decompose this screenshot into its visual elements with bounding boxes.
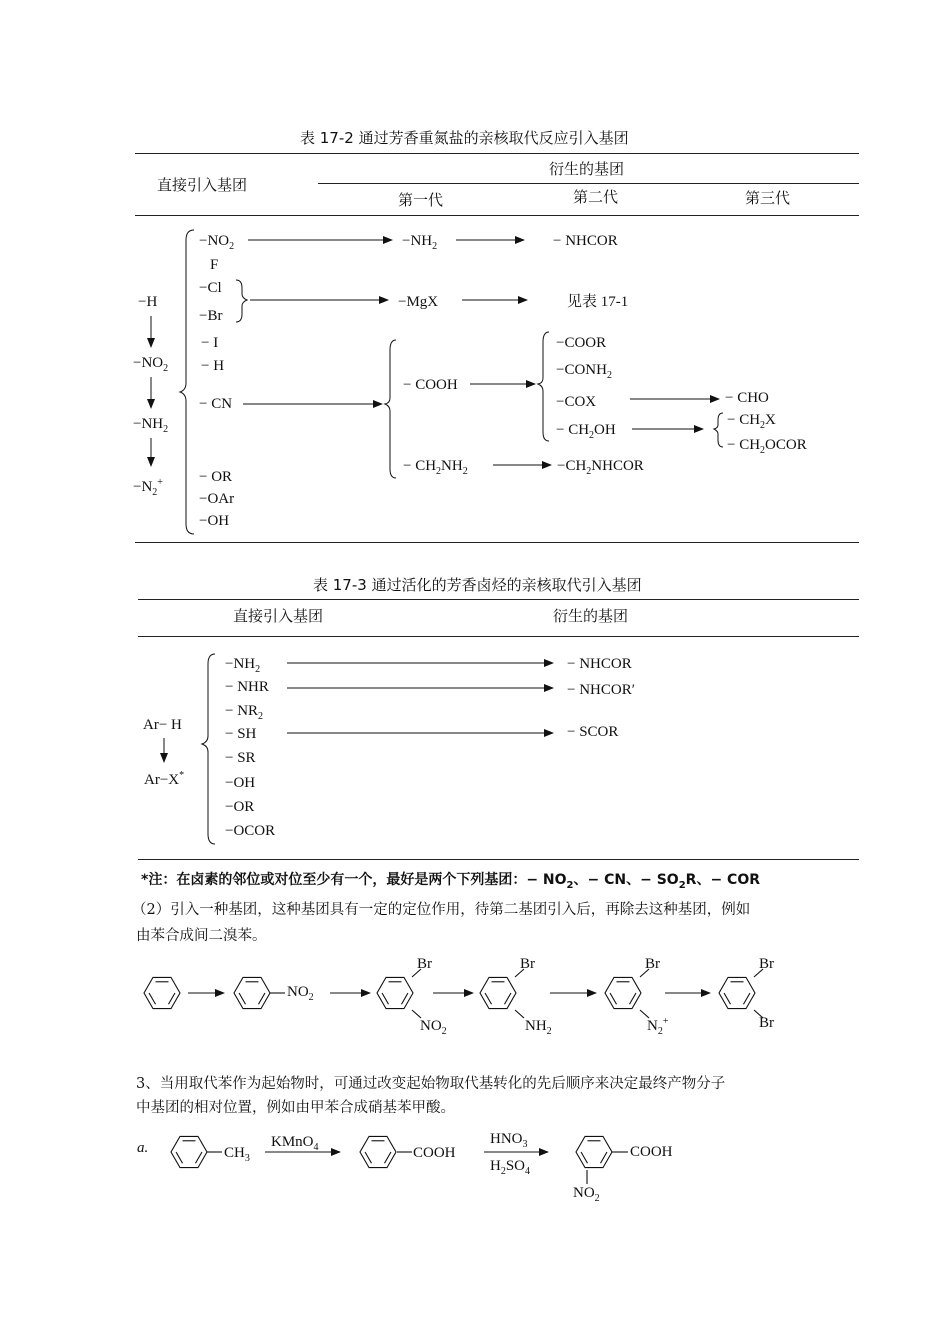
bond-br-3	[640, 969, 649, 977]
scheme1-br-4: Br	[759, 956, 774, 972]
bond-n2	[640, 1010, 649, 1018]
t3-direct-oh: −OH	[225, 775, 256, 791]
bond-br-2	[515, 969, 524, 977]
t2-brace-cooh	[538, 332, 549, 441]
t3-direct-ocor: −OCOR	[225, 823, 276, 839]
scheme2-h2so4: $H_2SO_4$	[490, 1158, 531, 1177]
t2-gen2-nhcor: − NHCOR	[553, 233, 618, 249]
t2-gen1-mgx: −MgX	[398, 294, 439, 310]
t2-left-no2: $-NO_2$	[133, 355, 169, 374]
bond-br-4	[754, 969, 763, 977]
para2-line1: （2）引入一种基团，这种基团具有一定的定位作用，待第二基团引入后，再除去这种基团，例如	[132, 902, 751, 918]
t3-direct-nr2: − $NR_2$	[225, 703, 264, 722]
para3-line1: 3、当用取代苯作为起始物时，可通过改变起始物取代基转化的先后顺序来决定最终产物分子	[136, 1076, 726, 1092]
t2-direct-i: − I	[201, 335, 219, 351]
t2-direct-h: − H	[201, 358, 225, 374]
t2-gen1-nh2: $-NH_2$	[402, 233, 438, 252]
t2-gen2-coor: −COOR	[556, 335, 607, 351]
bond-no2-1	[412, 1010, 421, 1018]
t2-brace-ch2oh	[714, 413, 723, 447]
t3-derived-nhcor2: − NHCOR′	[567, 682, 635, 698]
bond-br-5	[754, 1010, 763, 1018]
t3-left-arh: Ar− H	[143, 717, 182, 733]
scheme1-br-1: Br	[417, 956, 432, 972]
table2-header-gen3: 第三代	[745, 189, 791, 207]
t3-derived-nhcor: − NHCOR	[567, 656, 632, 672]
t2-direct-or: − OR	[199, 469, 233, 485]
table3-header-direct: 直接引入基团	[233, 607, 324, 625]
t2-direct-f: F	[210, 257, 219, 273]
t2-direct-oar: −OAr	[199, 491, 235, 507]
t2-gen1-ch2nh2: − $CH_2NH_2$	[403, 458, 468, 477]
table2-caption: 表 17-2 通过芳香重氮盐的亲核取代反应引入基团	[300, 129, 629, 147]
scheme2-hno3: $HNO_3$	[490, 1131, 528, 1150]
table2-header-gen2: 第二代	[573, 188, 619, 206]
scheme2-label: a.	[137, 1140, 149, 1156]
scheme1-n2: $N_2^+$	[647, 1016, 669, 1037]
t2-gen3-cho: − CHO	[725, 390, 769, 406]
para3-line2: 中基团的相对位置，例如由甲苯合成硝基苯甲酸。	[136, 1100, 455, 1116]
t2-left-n2: $-N_2^+$	[133, 477, 163, 498]
t2-gen3-ch2ocor: − $CH_2OCOR$	[727, 437, 807, 456]
scheme1-no2-a: $NO_2$	[287, 984, 314, 1003]
scheme1-br-3: Br	[645, 956, 660, 972]
t3-direct-sr: − SR	[225, 750, 256, 766]
scheme2-cooh-1: COOH	[413, 1145, 456, 1161]
t2-direct-cl: −Cl	[199, 280, 222, 296]
t2-brace-cn	[385, 340, 396, 478]
scheme2-cooh-2: COOH	[630, 1144, 673, 1160]
t2-direct-br: −Br	[199, 308, 223, 324]
t2-gen3-ch2x: − $CH_2X$	[727, 412, 776, 431]
table2-header-derived: 衍生的基团	[549, 160, 625, 178]
scheme1-br-2: Br	[520, 956, 535, 972]
scheme1-nh2: $NH_2$	[525, 1018, 552, 1037]
t2-gen2-see: 见表 17-1	[567, 294, 629, 310]
scheme2-kmno4: KMnO$_4$	[271, 1134, 319, 1153]
t2-gen2-ch2oh: − $CH_2OH$	[556, 422, 616, 441]
t3-brace	[202, 654, 215, 844]
scheme2-ch3: $CH_3$	[224, 1145, 250, 1164]
t2-direct-oh: −OH	[199, 513, 230, 529]
bond-nh2	[515, 1010, 524, 1018]
t3-direct-sh: − SH	[225, 726, 257, 742]
t2-gen1-cooh: − COOH	[403, 377, 458, 393]
t2-left-nh2: $-NH_2$	[133, 416, 169, 435]
t3-direct-nh2: $-NH_2$	[225, 656, 261, 675]
t2-gen2-conh2: $-CONH_2$	[556, 362, 612, 381]
t2-gen2-ch2nhcor: $-CH_2NHCOR$	[557, 458, 644, 477]
table2-header-gen1: 第一代	[398, 191, 444, 209]
table2-header-direct: 直接引入基团	[157, 176, 248, 194]
t2-brace-halide	[236, 280, 247, 322]
t3-direct-nhr: − NHR	[225, 679, 269, 695]
t2-direct-cn: − CN	[199, 396, 233, 412]
t2-gen2-cox: −COX	[556, 394, 597, 410]
t3-derived-scor: − SCOR	[567, 724, 619, 740]
t3-left-arx: Ar−X*	[144, 770, 185, 788]
table3-caption: 表 17-3 通过活化的芳香卤烃的亲核取代引入基团	[313, 576, 642, 594]
para2-line2: 由苯合成间二溴苯。	[136, 928, 267, 944]
scheme1-br-5: Br	[759, 1015, 774, 1031]
table3-header-derived: 衍生的基团	[553, 607, 629, 625]
t2-brace-main	[180, 230, 194, 534]
t2-direct-no2: $-NO_2$	[199, 233, 235, 252]
table3-footnote: *注：在卤素的邻位或对位至少有一个，最好是两个下列基团：− $NO_2$、− CN、− $SO_2R$、− COR	[141, 872, 761, 891]
scheme2-no2: $NO_2$	[573, 1185, 600, 1204]
t3-direct-or: −OR	[225, 799, 255, 815]
t2-left-h: −H	[138, 294, 158, 310]
scheme1-no2-b: $NO_2$	[420, 1018, 447, 1037]
bond-br-1	[412, 969, 421, 977]
